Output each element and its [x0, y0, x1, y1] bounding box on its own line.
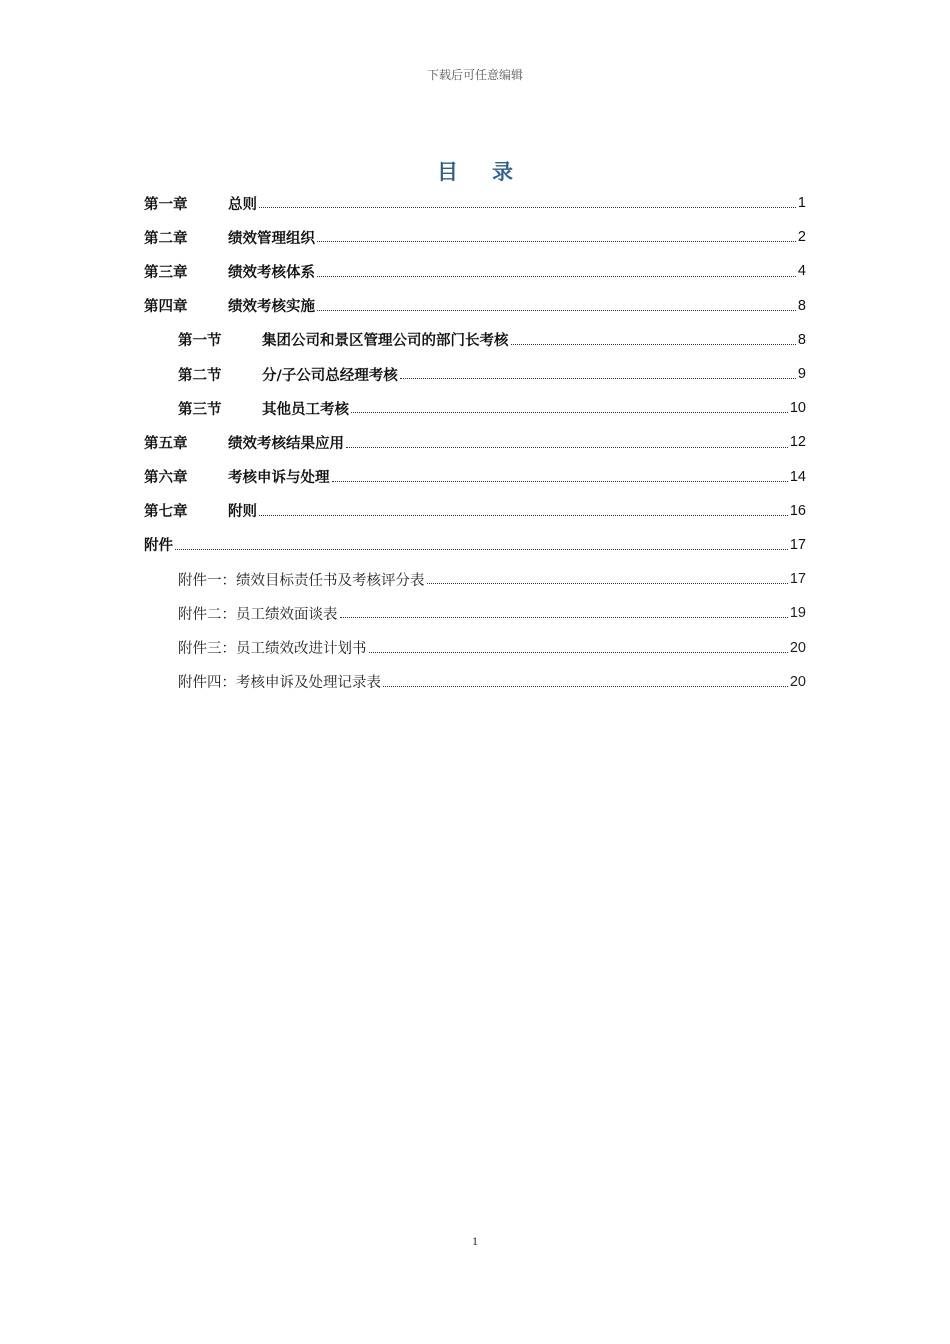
toc-entry-title: 附件二：员工绩效面谈表	[178, 606, 338, 623]
toc-entry-number: 第五章	[144, 435, 188, 452]
toc-entry-title: 附件	[144, 538, 173, 555]
toc-entry-number: 第四章	[144, 299, 188, 316]
toc-entry-page: 20	[789, 673, 806, 690]
toc-entry[interactable]	[144, 391, 806, 425]
toc-dot-leader	[317, 241, 796, 242]
toc-entry[interactable]	[144, 596, 806, 630]
toc-entry-page: 8	[797, 331, 806, 348]
toc-dot-leader	[427, 583, 788, 584]
toc-entry[interactable]	[144, 220, 806, 254]
toc-entry-number: 第一章	[144, 196, 188, 213]
toc-title	[0, 156, 950, 186]
toc-entry[interactable]	[144, 665, 806, 699]
toc-title-right: 录	[492, 160, 513, 184]
toc-entry[interactable]	[144, 494, 806, 528]
toc-entry-page: 19	[789, 605, 806, 622]
toc-dot-leader	[369, 652, 788, 653]
toc-entry[interactable]	[144, 528, 806, 562]
toc-entry-title: 集团公司和景区管理公司的部门长考核	[262, 333, 509, 350]
toc-entry-page: 14	[789, 468, 806, 485]
toc-entry-page: 8	[797, 297, 806, 314]
toc-dot-leader	[383, 686, 788, 687]
toc-entry-page: 20	[789, 639, 806, 656]
toc-entry[interactable]	[144, 460, 806, 494]
toc-entry[interactable]	[144, 323, 806, 357]
toc-entry[interactable]	[144, 289, 806, 323]
toc-entry-page: 12	[789, 434, 806, 451]
toc-entry-page: 10	[789, 400, 806, 417]
toc-entry-page: 1	[797, 195, 806, 212]
toc-entry-title: 附则	[228, 504, 257, 521]
toc-entry-page: 16	[789, 502, 806, 519]
toc-dot-leader	[259, 515, 788, 516]
toc-entry-number: 第六章	[144, 470, 188, 487]
toc-dot-leader	[340, 617, 788, 618]
table-of-contents	[144, 186, 806, 699]
toc-entry-title: 总则	[228, 196, 257, 213]
toc-entry[interactable]	[144, 630, 806, 664]
toc-entry-title: 绩效管理组织	[228, 230, 315, 247]
toc-dot-leader	[400, 378, 796, 379]
toc-entry-number: 第三章	[144, 264, 188, 281]
toc-entry-number: 第一节	[178, 333, 222, 350]
toc-entry-title: 绩效考核实施	[228, 299, 315, 316]
toc-entry-title: 附件一：绩效目标责任书及考核评分表	[178, 572, 425, 589]
toc-dot-leader	[351, 412, 788, 413]
toc-entry-title: 附件四：考核申诉及处理记录表	[178, 675, 381, 692]
page-number: 1	[472, 1234, 478, 1248]
toc-dot-leader	[317, 276, 796, 277]
toc-entry[interactable]	[144, 425, 806, 459]
toc-entry-page: 17	[789, 536, 806, 553]
toc-entry[interactable]	[144, 562, 806, 596]
toc-entry[interactable]	[144, 186, 806, 220]
toc-entry-number: 第二节	[178, 367, 222, 384]
toc-entry[interactable]	[144, 254, 806, 288]
toc-entry-number: 第三节	[178, 401, 222, 418]
toc-dot-leader	[175, 549, 788, 550]
toc-entry-page: 4	[797, 263, 806, 280]
toc-entry-title: 绩效考核结果应用	[228, 435, 344, 452]
toc-dot-leader	[332, 481, 788, 482]
toc-entry-title: 附件三：员工绩效改进计划书	[178, 641, 367, 658]
toc-entry-page: 2	[797, 229, 806, 246]
toc-dot-leader	[511, 344, 796, 345]
toc-entry-number: 第二章	[144, 230, 188, 247]
toc-dot-leader	[259, 207, 796, 208]
toc-entry-title: 其他员工考核	[262, 401, 349, 418]
toc-entry-title: 考核申诉与处理	[228, 470, 330, 487]
toc-entry-title: 分/子公司总经理考核	[262, 367, 398, 384]
toc-dot-leader	[346, 447, 788, 448]
toc-title-left: 目	[437, 160, 458, 184]
toc-entry-page: 17	[789, 571, 806, 588]
toc-entry[interactable]	[144, 357, 806, 391]
toc-entry-page: 9	[797, 366, 806, 383]
toc-entry-number: 第七章	[144, 504, 188, 521]
toc-dot-leader	[317, 310, 796, 311]
toc-entry-title: 绩效考核体系	[228, 264, 315, 281]
header-note: 下载后可任意编辑	[426, 68, 523, 82]
